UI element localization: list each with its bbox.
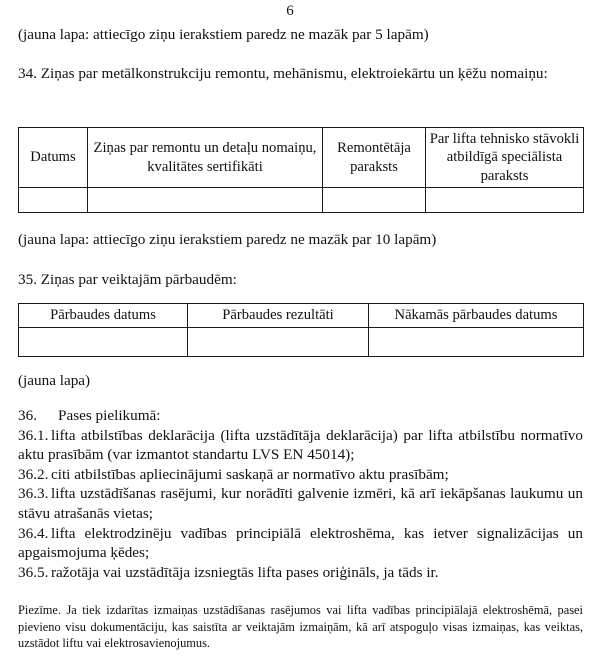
footnote-label: Piezīme. [18, 603, 62, 617]
paragraph-section-34: 34. Ziņas par metālkonstrukciju remontu, mehānismu, elektroiekārtu un ķēžu nomaiņu: [18, 65, 548, 82]
list-item-text: lifta elektrodzinēju vadības principiālā elektroshēma, kas ietver signalizācijas un apgaismojuma ķēdes; [18, 524, 583, 562]
table-cell-repairer-signature[interactable] [323, 188, 426, 213]
paragraph-note-new-page: (jauna lapa) [18, 372, 91, 389]
footnote-text: Ja tiek izdarītas izmaiņas uzstādīšanas rasējumos vai lifta vadības principiālajā elektroshēmā, pasei pievieno visu dokumentāciju, kas saistīta ar veiktajām izmaiņām, kā arī atspoguļo visas izmaiņas, kas veiktas, uzstādot liftu vai elektrosavienojumus. [18, 603, 583, 650]
list-item-number: 36. [18, 407, 37, 424]
table-cell-next-inspection-date[interactable] [369, 328, 584, 357]
footnote-piezime [18, 602, 583, 652]
table-cell-datums[interactable] [19, 188, 88, 213]
list-item-text: ražotāja vai uzstādītāja izsniegtās lifta pases oriģināls, ja tāds ir. [51, 563, 439, 581]
table-repairs [18, 127, 584, 213]
list-item-text: lifta atbilstības deklarācija (lifta uzstādītāja deklarācija) par lifta atbilstību normatīvo aktu prasībām (var izmantot standartu LVS EN 45014); [18, 426, 583, 464]
table-cell-repair-info[interactable] [88, 188, 323, 213]
paragraph-note-10-pages: (jauna lapa: attiecīgo ziņu ierakstiem paredz ne mazāk par 10 lapām) [18, 231, 437, 248]
list-item-36-5 [18, 563, 583, 583]
table-row[interactable] [19, 188, 584, 213]
table-row[interactable] [19, 328, 584, 357]
list-item-36-2 [18, 465, 583, 485]
column-header-repairer-signature: Remontētāja paraksts [323, 128, 426, 188]
list-item-number: 36.3. [18, 485, 49, 503]
list-item-number: 36.1. [18, 426, 49, 444]
column-header-responsible-specialist-signature: Par lifta tehnisko stāvokli atbildīgā speciālista paraksts [426, 128, 584, 188]
section-36-list [18, 406, 583, 582]
paragraph-section-35: 35. Ziņas par veiktajām pārbaudēm: [18, 271, 237, 288]
column-header-datums: Datums [19, 128, 88, 188]
table-inspections [18, 303, 584, 357]
list-item-36-3 [18, 484, 583, 523]
column-header-inspection-date: Pārbaudes datums [19, 304, 188, 328]
list-item-number: 36.2. [18, 465, 49, 483]
list-item-number: 36.5. [18, 563, 49, 581]
table-row-header [19, 128, 584, 188]
list-item-number: 36.4. [18, 524, 49, 542]
paragraph-note-5-pages: (jauna lapa: attiecīgo ziņu ierakstiem paredz ne mazāk par 5 lapām) [18, 26, 429, 43]
page-number: 6 [286, 3, 294, 19]
table-cell-inspection-date[interactable] [19, 328, 188, 357]
column-header-inspection-results: Pārbaudes rezultāti [188, 304, 369, 328]
list-item-text: Pases pielikumā: [58, 407, 161, 424]
list-item-36-4 [18, 524, 583, 563]
table-cell-specialist-signature[interactable] [426, 188, 584, 213]
table-cell-inspection-results[interactable] [188, 328, 369, 357]
list-item-text: citi atbilstības apliecinājumi saskaņā ar normatīvo aktu prasībām; [51, 465, 449, 483]
table-row-header [19, 304, 584, 328]
column-header-repair-info: Ziņas par remontu un detaļu nomaiņu, kvalitātes sertifikāti [88, 128, 323, 188]
list-item-36-lead [18, 406, 583, 426]
column-header-next-inspection-date: Nākamās pārbaudes datums [369, 304, 584, 328]
list-item-36-1 [18, 426, 583, 465]
list-item-text: lifta uzstādīšanas rasējumi, kur norādīti galvenie izmēri, kā arī iekāpšanas laukumu un stāvu atrašanās vietas; [18, 485, 583, 522]
